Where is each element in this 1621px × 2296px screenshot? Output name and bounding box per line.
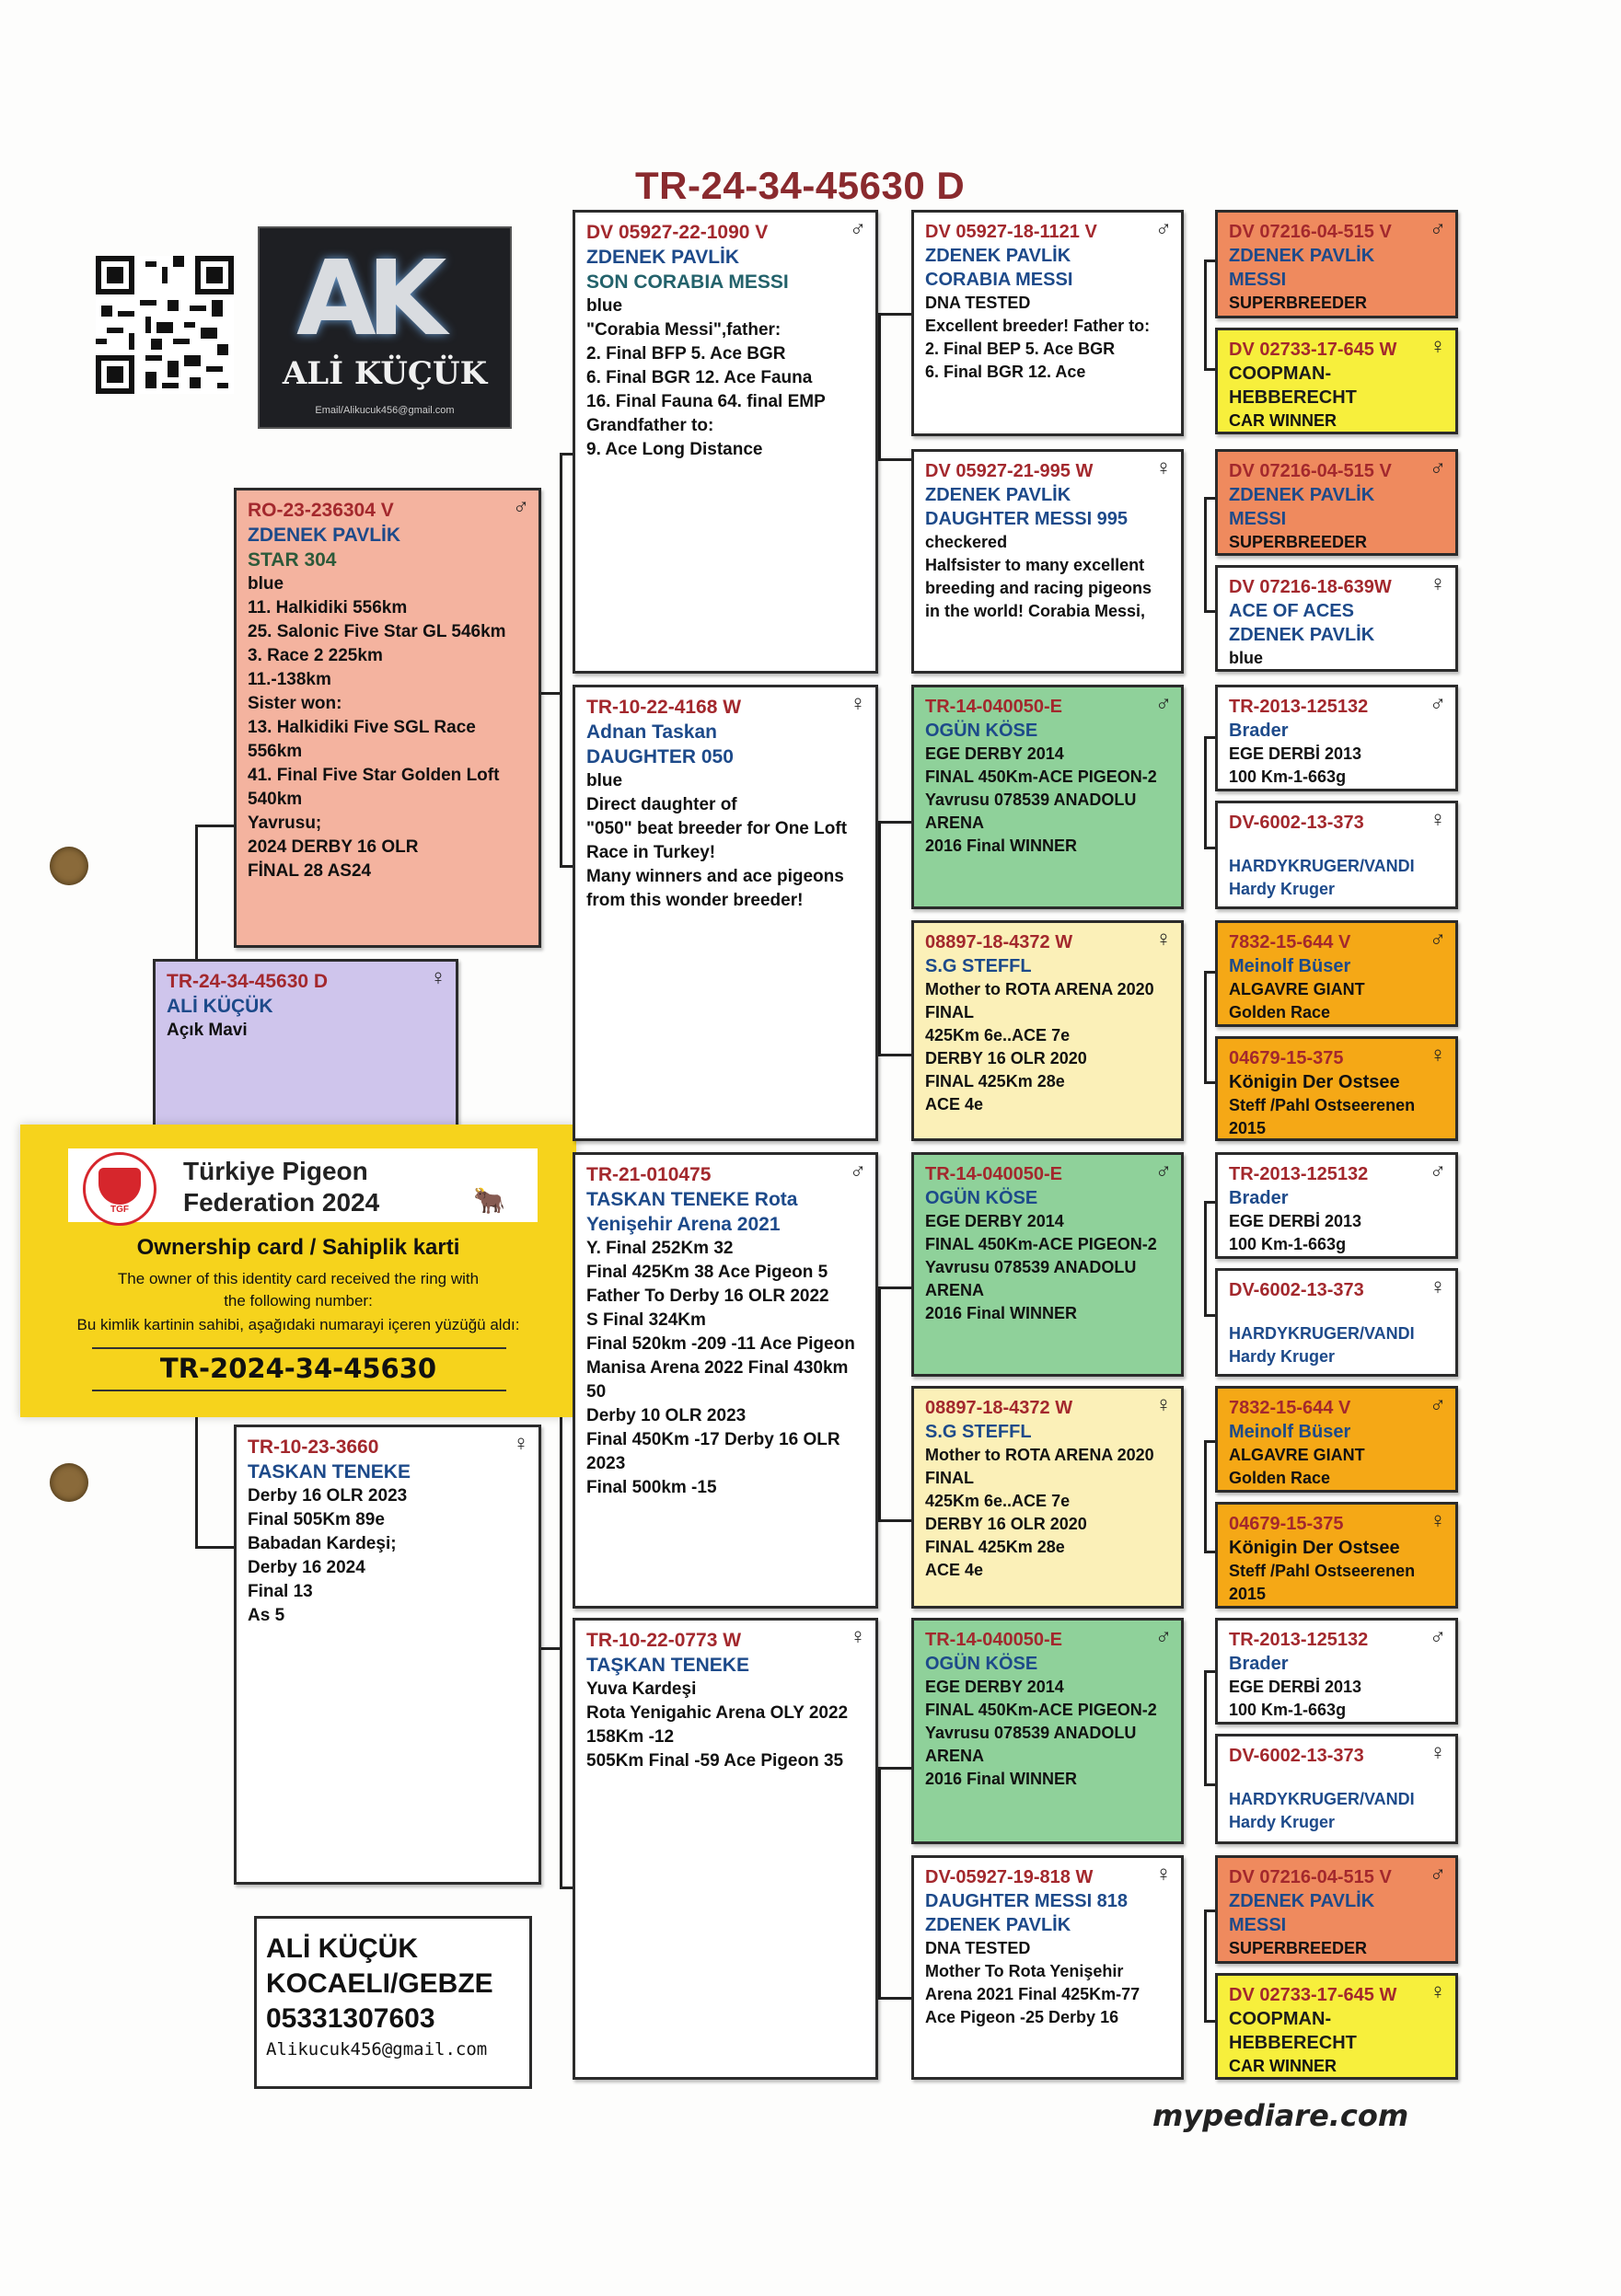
pedigree-notes: SUPERBREEDER <box>1229 294 1368 312</box>
male-symbol-icon: ♂ <box>850 1159 866 1183</box>
male-symbol-icon: ♂ <box>1430 1862 1446 1886</box>
ring-number: 08897-18-4372 W <box>925 1398 1073 1418</box>
breeder-name: S.G STEFFL <box>925 1422 1032 1442</box>
pedigree-card-gen4 <box>1215 1502 1458 1609</box>
ring-number: TR-21-010475 <box>586 1164 712 1185</box>
pedigree-card-gen3 <box>911 920 1184 1141</box>
contact-email: Alikucuk456@gmail.com <box>266 2039 488 2059</box>
pigeon-name: MESSI <box>1229 1915 1287 1935</box>
ring-number: DV 07216-18-639W <box>1229 577 1392 597</box>
breeder-name: S.G STEFFL <box>925 956 1032 976</box>
breeder-name: ZDENEK PAVLİK <box>1229 625 1375 645</box>
card-text-line: the following number: <box>224 1292 373 1310</box>
ring-number: TR-2013-125132 <box>1229 697 1369 717</box>
ring-number: DV 05927-18-1121 V <box>925 222 1097 242</box>
pedigree-card-gen4 <box>1215 449 1458 556</box>
punch-hole <box>50 1463 88 1502</box>
pigeon-name: DAUGHTER MESSI 995 <box>925 509 1129 529</box>
pedigree-card-gen4 <box>1215 920 1458 1027</box>
ring-number: RO-23-236304 V <box>248 500 394 521</box>
ring-number: TR-2013-125132 <box>1229 1164 1369 1184</box>
footer-website: mypediare.com <box>1152 2098 1409 2133</box>
ring-number: DV-6002-13-373 <box>1229 1746 1364 1766</box>
ownership-card-title: Ownership card / Sahiplik karti <box>136 1235 460 1260</box>
male-symbol-icon: ♂ <box>1430 456 1446 480</box>
male-symbol-icon: ♂ <box>1155 691 1172 716</box>
pedigree-notes: EGE DERBY 2014 FINAL 450Km-ACE PIGEON-2 Yavrusu 078539 ANADOLU ARENA 2016 Final WINNER <box>925 744 1157 855</box>
breeder-name: ZDENEK PAVLİK <box>925 485 1071 505</box>
pedigree-card-granddam-maternal <box>573 1618 878 2080</box>
male-symbol-icon: ♂ <box>1430 1159 1446 1183</box>
female-symbol-icon: ♀ <box>1155 456 1172 480</box>
pedigree-notes: Derby 16 OLR 2023 Final 505Km 89e Babadan Kardeşi; Derby 16 2024 Final 13 As 5 <box>248 1486 408 1625</box>
male-symbol-icon: ♂ <box>1155 1624 1172 1649</box>
pedigree-card-gen4 <box>1215 565 1458 672</box>
ring-number: TR-2013-125132 <box>1229 1630 1369 1650</box>
pigeon-name: MESSI <box>1229 270 1287 290</box>
pedigree-card-gen4 <box>1215 1268 1458 1377</box>
pedigree-card-gen3 <box>911 1386 1184 1609</box>
breeder-name: Brader <box>1229 721 1289 741</box>
breeder-name: TAŞKAN TENEKE <box>586 1655 749 1676</box>
pedigree-notes: DNA TESTED Excellent breeder! Father to: 2. Final BEP 5. Ace BGR 6. Final BGR 12. Ace <box>925 294 1151 381</box>
pedigree-card-dam <box>234 1425 541 1885</box>
ring-number: 7832-15-644 V <box>1229 1398 1351 1418</box>
breeder-name: ZDENEK PAVLİK <box>248 525 401 546</box>
logo-brand-name: ALİ KÜÇÜK <box>282 355 488 392</box>
female-symbol-icon: ♀ <box>1430 1043 1446 1067</box>
pedigree-notes: CAR WINNER <box>1229 2057 1337 2075</box>
breeder-name: TASKAN TENEKE <box>248 1461 411 1483</box>
ring-number: TR-14-040050-E <box>925 697 1062 717</box>
pedigree-notes: EGE DERBY 2014 FINAL 450Km-ACE PIGEON-2 Yavrusu 078539 ANADOLU ARENA 2016 Final WINNER <box>925 1212 1157 1322</box>
pedigree-notes: EGE DERBY 2014 FINAL 450Km-ACE PIGEON-2 Yavrusu 078539 ANADOLU ARENA 2016 Final WINNER <box>925 1678 1157 1788</box>
male-symbol-icon: ♂ <box>1430 216 1446 241</box>
pigeon-name: MESSI <box>1229 509 1287 529</box>
pedigree-notes: Steff /Pahl Ostseerenen 2015 <box>1229 1562 1416 1603</box>
female-symbol-icon: ♀ <box>1430 334 1446 359</box>
card-text-line: Bu kimlik kartinin sahibi, aşağıdaki numarayi içeren yüzüğü aldı: <box>76 1316 520 1333</box>
male-symbol-icon: ♂ <box>1155 216 1172 241</box>
ring-number: DV 07216-04-515 V <box>1229 222 1392 242</box>
breeder-name: OGÜN KÖSE <box>925 721 1038 741</box>
breeder-name: COOPMAN-HEBBERECHT <box>1229 2009 1357 2053</box>
breeder-name: COOPMAN-HEBBERECHT <box>1229 363 1357 408</box>
federation-title: Türkiye Pigeon Federation 2024 <box>183 1157 380 1217</box>
pedigree-card-gen4 <box>1215 1386 1458 1493</box>
contact-city: KOCAELI/GEBZE <box>266 1968 493 1999</box>
pedigree-card-gen3 <box>911 1618 1184 1844</box>
breeder-name: Brader <box>1229 1188 1289 1208</box>
female-symbol-icon: ♀ <box>1430 1740 1446 1765</box>
breeder-name: OGÜN KÖSE <box>925 1188 1038 1208</box>
breeder-name: ZDENEK PAVLİK <box>586 247 740 268</box>
pedigree-notes: Mother to ROTA ARENA 2020 FINAL 425Km 6e..ACE 7e DERBY 16 OLR 2020 FINAL 425Km 28e ACE 4e <box>925 1446 1154 1579</box>
ring-number: DV 02733-17-645 W <box>1229 340 1397 360</box>
ring-number: DV 05927-21-995 W <box>925 461 1094 481</box>
ring-number: TR-14-040050-E <box>925 1164 1062 1184</box>
pedigree-notes: blue "Corabia Messi",father: 2. Final BFP 5. Ace BGR 6. Final BGR 12. Ace Fauna 16. Final Fauna 64. final EMP Grandfather to: 9. Ace Long Distance <box>586 296 826 459</box>
qr-code <box>96 256 234 394</box>
ring-number: DV 02733-17-645 W <box>1229 1985 1397 2005</box>
ring-number: DV 05927-22-1090 V <box>586 222 769 243</box>
ring-number: TR-10-22-0773 W <box>586 1630 742 1651</box>
pedigree-card-gen4 <box>1215 1152 1458 1259</box>
female-symbol-icon: ♀ <box>850 691 866 716</box>
male-symbol-icon: ♂ <box>850 216 866 241</box>
pedigree-card-grandsire-maternal <box>573 1152 878 1609</box>
card-text-line: The owner of this identity card received the ring with <box>117 1270 480 1287</box>
pigeon-name: CORABIA MESSI <box>925 270 1073 290</box>
pedigree-notes: blue 11. Halkidiki 556km 25. Salonic Five Star GL 546km 3. Race 2 225km 11.-138km Sister won: 13. Halkidiki Five SGL Race 556km 41. Final Five Star Golden Loft 540km Yavrusu; 2024 DERBY 16 OLR FİNAL 28 AS24 <box>248 574 506 881</box>
pedigree-notes: checkered Halfsister to many excellent breeding and racing pigeons in the world! Corabia Messi, <box>925 533 1152 620</box>
pedigree-notes: SUPERBREEDER <box>1229 1939 1368 1957</box>
male-symbol-icon: ♂ <box>513 494 529 519</box>
pedigree-notes: blue <box>1229 649 1264 667</box>
contact-name: ALİ KÜÇÜK <box>266 1933 418 1964</box>
pedigree-card-gen4 <box>1215 328 1458 434</box>
color-description: Açık Mavi <box>167 1021 248 1040</box>
divider <box>92 1347 506 1349</box>
page-title: TR-24-34-45630 D <box>635 164 966 207</box>
pigeon-name: Königin Der Ostsee <box>1229 1538 1400 1558</box>
pedigree-card-subject <box>153 959 458 1129</box>
ring-number: 7832-15-644 V <box>1229 932 1351 952</box>
ring-number: 04679-15-375 <box>1229 1048 1344 1068</box>
pedigree-notes: HARDYKRUGER/VANDI Hardy Kruger <box>1229 857 1415 898</box>
female-symbol-icon: ♀ <box>513 1431 529 1456</box>
breeder-name: ZDENEK PAVLİK <box>1229 1891 1375 1911</box>
pedigree-card-grandsire-paternal <box>573 210 878 674</box>
ring-number: TR-14-040050-E <box>925 1630 1062 1650</box>
breeder-name: Brader <box>1229 1654 1289 1674</box>
pedigree-card-gen4 <box>1215 1618 1458 1725</box>
pedigree-card-gen4 <box>1215 210 1458 318</box>
pedigree-notes: Yuva Kardeşi Rota Yenigahic Arena OLY 2022 158Km -12 505Km Final -59 Ace Pigeon 35 <box>586 1679 849 1771</box>
male-symbol-icon: ♂ <box>1430 1624 1446 1649</box>
pigeon-name: SON CORABIA MESSI <box>586 271 789 293</box>
pedigree-notes: EGE DERBİ 2013 100 Km-1-663g <box>1229 744 1362 786</box>
pedigree-card-gen4 <box>1215 1036 1458 1141</box>
ring-number: DV 07216-04-515 V <box>1229 461 1392 481</box>
breeder-name: Adnan Taskan <box>586 721 717 743</box>
pedigree-card-gen3 <box>911 1855 1184 2080</box>
breeder-name: ZDENEK PAVLİK <box>925 246 1071 266</box>
owner-name: ALİ KÜÇÜK <box>167 996 273 1017</box>
pedigree-notes: blue Direct daughter of "050" beat breeder for One Loft Race in Turkey! Many winners and ace pigeons from this wonder breeder! <box>586 771 848 910</box>
pigeon-name: Königin Der Ostsee <box>1229 1072 1400 1092</box>
male-symbol-icon: ♂ <box>1430 691 1446 716</box>
female-symbol-icon: ♀ <box>1155 1392 1172 1417</box>
pedigree-card-gen3 <box>911 685 1184 909</box>
pigeon-name: STAR 304 <box>248 549 337 571</box>
bull-logo-icon: 🐂 <box>473 1186 505 1215</box>
pedigree-notes: SUPERBREEDER <box>1229 533 1368 551</box>
punch-hole <box>50 847 88 885</box>
pedigree-notes: ALGAVRE GIANT Golden Race <box>1229 980 1365 1021</box>
breeder-name: OGÜN KÖSE <box>925 1654 1038 1674</box>
ring-number: DV-05927-19-818 W <box>925 1867 1094 1887</box>
pedigree-notes: Y. Final 252Km 32 Final 425Km 38 Ace Pigeon 5 Father To Derby 16 OLR 2022 S Final 324Km Final 520km -209 -11 Ace Pigeon Manisa Arena 2022 Final 430km 50 Derby 10 OLR 2023 Final 450Km -17 Derby 16 OLR 2023 Final 500km -15 <box>586 1239 855 1497</box>
female-symbol-icon: ♀ <box>430 965 446 990</box>
pigeon-name: DAUGHTER MESSI 818 <box>925 1891 1129 1911</box>
divider <box>92 1390 506 1391</box>
female-symbol-icon: ♀ <box>1430 1508 1446 1533</box>
ring-number: DV-6002-13-373 <box>1229 1280 1364 1300</box>
logo-letters: AK <box>296 239 438 359</box>
owner-contact-box <box>254 1916 532 2089</box>
ring-number: DV-6002-13-373 <box>1229 813 1364 833</box>
pedigree-card-sire <box>234 488 541 948</box>
pedigree-card-gen4 <box>1215 801 1458 909</box>
male-symbol-icon: ♂ <box>1430 927 1446 952</box>
ring-number: TR-10-23-3660 <box>248 1436 379 1458</box>
female-symbol-icon: ♀ <box>1430 1275 1446 1299</box>
breeder-name: Meinolf Büser <box>1229 956 1351 976</box>
pedigree-card-gen3 <box>911 449 1184 674</box>
pigeon-name: ACE OF ACES <box>1229 601 1354 621</box>
pedigree-notes: DNA TESTED Mother To Rota Yenişehir Arena 2021 Final 425Km-77 Ace Pigeon -25 Derby 16 <box>925 1939 1140 2026</box>
logo-email: Email/Alikucuk456@gmail.com <box>315 405 455 416</box>
pedigree-card-gen4 <box>1215 1855 1458 1964</box>
female-symbol-icon: ♀ <box>1430 807 1446 832</box>
breeder-name: Meinolf Büser <box>1229 1422 1351 1442</box>
pedigree-notes: ALGAVRE GIANT Golden Race <box>1229 1446 1365 1487</box>
female-symbol-icon: ♀ <box>1155 927 1172 952</box>
pedigree-notes: EGE DERBİ 2013 100 Km-1-663g <box>1229 1212 1362 1253</box>
pedigree-notes: CAR WINNER <box>1229 411 1337 430</box>
pedigree-notes: Mother to ROTA ARENA 2020 FINAL 425Km 6e..ACE 7e DERBY 16 OLR 2020 FINAL 425Km 28e ACE 4e <box>925 980 1154 1113</box>
pigeon-name: DAUGHTER 050 <box>586 746 734 767</box>
female-symbol-icon: ♀ <box>1155 1862 1172 1886</box>
ownership-card <box>20 1125 576 1417</box>
pedigree-notes: HARDYKRUGER/VANDI Hardy Kruger <box>1229 1324 1415 1366</box>
breeder-name: TASKAN TENEKE Rota Yenişehir Arena 2021 <box>586 1189 798 1235</box>
pedigree-notes: EGE DERBİ 2013 100 Km-1-663g <box>1229 1678 1362 1719</box>
female-symbol-icon: ♀ <box>850 1624 866 1649</box>
male-symbol-icon: ♂ <box>1155 1159 1172 1183</box>
breeder-name: ZDENEK PAVLİK <box>1229 485 1375 505</box>
federation-header <box>68 1148 538 1222</box>
ring-number: TR-24-34-45630 D <box>167 971 329 992</box>
pedigree-card-gen3 <box>911 1152 1184 1377</box>
pedigree-card-gen3 <box>911 210 1184 436</box>
female-symbol-icon: ♀ <box>1430 1979 1446 2004</box>
ring-number: DV 07216-04-515 V <box>1229 1867 1392 1887</box>
brand-logo <box>258 226 512 429</box>
pedigree-card-gen4 <box>1215 1973 1458 2080</box>
pedigree-card-granddam-paternal <box>573 685 878 1141</box>
federation-emblem-icon: TGF <box>83 1152 156 1226</box>
pedigree-notes: HARDYKRUGER/VANDI Hardy Kruger <box>1229 1790 1415 1831</box>
pedigree-card-gen4 <box>1215 685 1458 791</box>
ring-number: 08897-18-4372 W <box>925 932 1073 952</box>
female-symbol-icon: ♀ <box>1430 571 1446 596</box>
pedigree-notes: Steff /Pahl Ostseerenen 2015 <box>1229 1096 1416 1137</box>
ring-number: TR-10-22-4168 W <box>586 697 742 718</box>
contact-phone: 05331307603 <box>266 2003 435 2034</box>
breeder-name: ZDENEK PAVLİK <box>1229 246 1375 266</box>
card-ring-number: TR-2024-34-45630 <box>159 1353 437 1384</box>
ring-number: 04679-15-375 <box>1229 1514 1344 1534</box>
male-symbol-icon: ♂ <box>1430 1392 1446 1417</box>
pedigree-card-gen4 <box>1215 1734 1458 1844</box>
breeder-name: ZDENEK PAVLİK <box>925 1915 1071 1935</box>
